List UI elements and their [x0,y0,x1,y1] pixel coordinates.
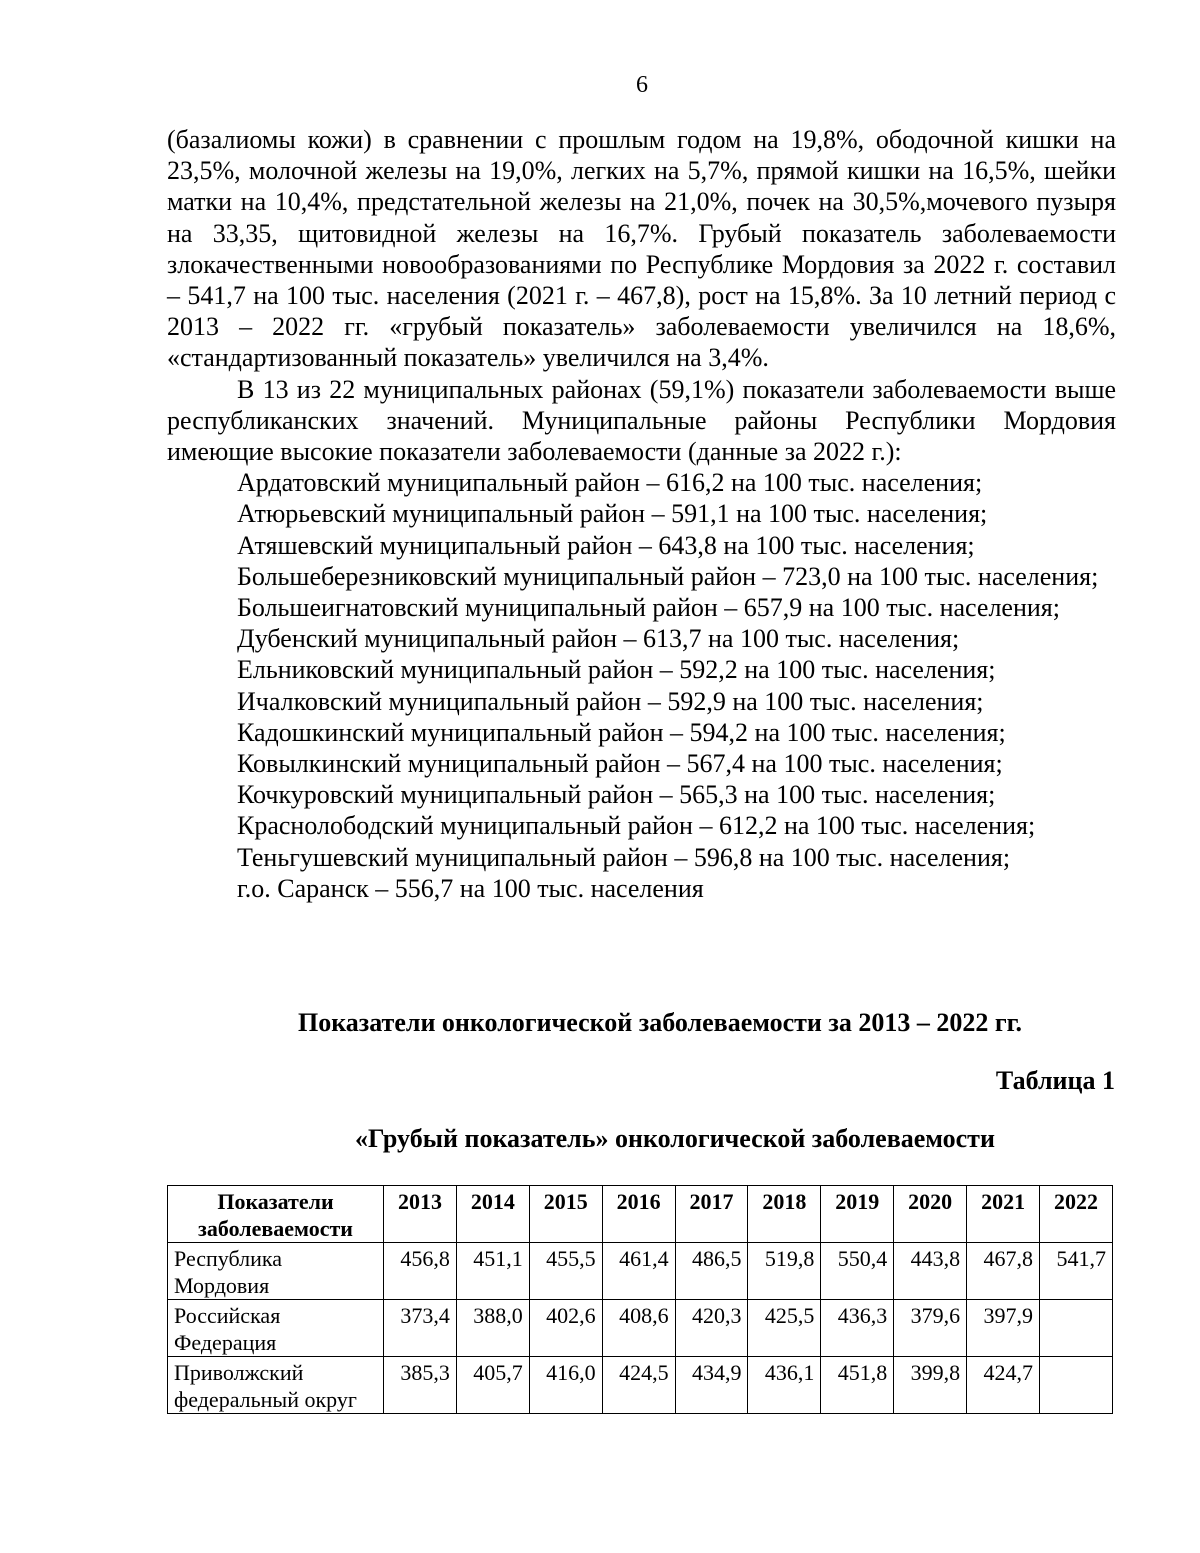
row-label: Республика Мордовия [168,1243,384,1300]
list-item: Кочкуровский муниципальный район – 565,3 на 100 тыс. населения; [237,780,996,810]
column-header: 2014 [456,1186,529,1243]
table-caption: «Грубый показатель» онкологической заболеваемости [355,1124,995,1153]
table-cell: 425,5 [748,1300,821,1357]
table-cell: 399,8 [894,1357,967,1414]
column-header: Показатели заболеваемости [168,1186,384,1243]
table-cell: 436,1 [748,1357,821,1414]
table-cell: 456,8 [384,1243,457,1300]
list-item: Ковылкинский муниципальный район – 567,4 на 100 тыс. населения; [237,749,1003,779]
list-item: Краснолободский муниципальный район – 612,2 на 100 тыс. населения; [237,811,1036,841]
table-row [168,1300,1113,1357]
column-header: 2013 [384,1186,457,1243]
column-header: 2019 [821,1186,894,1243]
table-cell: 405,7 [456,1357,529,1414]
district-list [167,467,1116,904]
page-number: 6 [636,72,648,98]
list-item: Дубенский муниципальный район – 613,7 на 100 тыс. населения; [237,624,960,654]
table-row [168,1243,1113,1300]
list-item: Ардатовский муниципальный район – 616,2 на 100 тыс. населения; [237,468,983,498]
table-cell: 397,9 [967,1300,1040,1357]
table-cell [1040,1300,1113,1357]
table-cell: 424,5 [602,1357,675,1414]
list-item: Большеберезниковский муниципальный район – 723,0 на 100 тыс. населения; [237,561,1099,591]
table-cell: 455,5 [529,1243,602,1300]
row-label: Российская Федерация [168,1300,384,1357]
body-text [167,124,1116,904]
table-cell: 408,6 [602,1300,675,1357]
column-header: 2022 [1040,1186,1113,1243]
table-cell: 451,8 [821,1357,894,1414]
table-cell: 436,3 [821,1300,894,1357]
table-cell: 461,4 [602,1243,675,1300]
list-item: Кадошкинский муниципальный район – 594,2 на 100 тыс. населения; [237,717,1006,747]
table-cell: 388,0 [456,1300,529,1357]
table-cell: 385,3 [384,1357,457,1414]
table-cell: 486,5 [675,1243,748,1300]
column-header: 2016 [602,1186,675,1243]
paragraph-districts-intro: В 13 из 22 муниципальных районах (59,1%) показатели заболеваемости выше республиканских значений. Муниципальные районы Республики Мордовия имеющие высокие показатели заболеваемости (данные за 2022 г.): [167,374,1116,467]
column-header: 2020 [894,1186,967,1243]
list-item: Атюрьевский муниципальный район – 591,1 на 100 тыс. населения; [237,499,988,529]
table-cell: 420,3 [675,1300,748,1357]
table-cell: 541,7 [1040,1243,1113,1300]
list-item: Большеигнатовский муниципальный район – 657,9 на 100 тыс. населения; [237,593,1060,623]
table-cell: 373,4 [384,1300,457,1357]
list-item: Атяшевский муниципальный район – 643,8 на 100 тыс. населения; [237,530,975,560]
table-cell: 467,8 [967,1243,1040,1300]
incidence-table [167,1185,1113,1414]
section-heading: Показатели онкологической заболеваемости за 2013 – 2022 гг. [297,1008,1023,1037]
table-cell: 379,6 [894,1300,967,1357]
paragraph-incidence-growth: (базалиомы кожи) в сравнении с прошлым годом на 19,8%, ободочной кишки на 23,5%, молочной железы на 19,0%, легких на 5,7%, прямой кишки на 16,5%, шейки матки на 10,4%, предстательной железы на 21,0%, почек на 30,5%,мочевого пузыря на 33,35, щитовидной железы на 16,7%. Грубый показатель заболеваемости злокачественными новообразованиями по Республике Мордовия за 2022 г. составил – 541,7 на 100 тыс. населения (2021 г. – 467,8), рост на 15,8%. За 10 летний период с 2013 – 2022 гг. «грубый показатель» заболеваемости увеличился на 18,6%, «стандартизованный показатель» увеличился на 3,4%. [167,125,1116,373]
list-item: Ичалковский муниципальный район – 592,9 на 100 тыс. населения; [237,686,984,716]
column-header: 2015 [529,1186,602,1243]
table-header-row [168,1186,1113,1243]
table-cell: 550,4 [821,1243,894,1300]
column-header: 2021 [967,1186,1040,1243]
table-label: Таблица 1 [995,1066,1115,1095]
table-cell: 451,1 [456,1243,529,1300]
table-cell: 424,7 [967,1357,1040,1414]
table-cell [1040,1357,1113,1414]
list-item: Ельниковский муниципальный район – 592,2 на 100 тыс. населения; [237,655,996,685]
table-cell: 443,8 [894,1243,967,1300]
table-cell: 416,0 [529,1357,602,1414]
table-row [168,1357,1113,1414]
column-header: 2017 [675,1186,748,1243]
row-label: Приволжский федеральный округ [168,1357,384,1414]
list-item: г.о. Саранск – 556,7 на 100 тыс. населения [237,873,704,903]
table-cell: 519,8 [748,1243,821,1300]
table-cell: 402,6 [529,1300,602,1357]
table-cell: 434,9 [675,1357,748,1414]
column-header: 2018 [748,1186,821,1243]
list-item: Теньгушевский муниципальный район – 596,8 на 100 тыс. населения; [237,842,1011,872]
